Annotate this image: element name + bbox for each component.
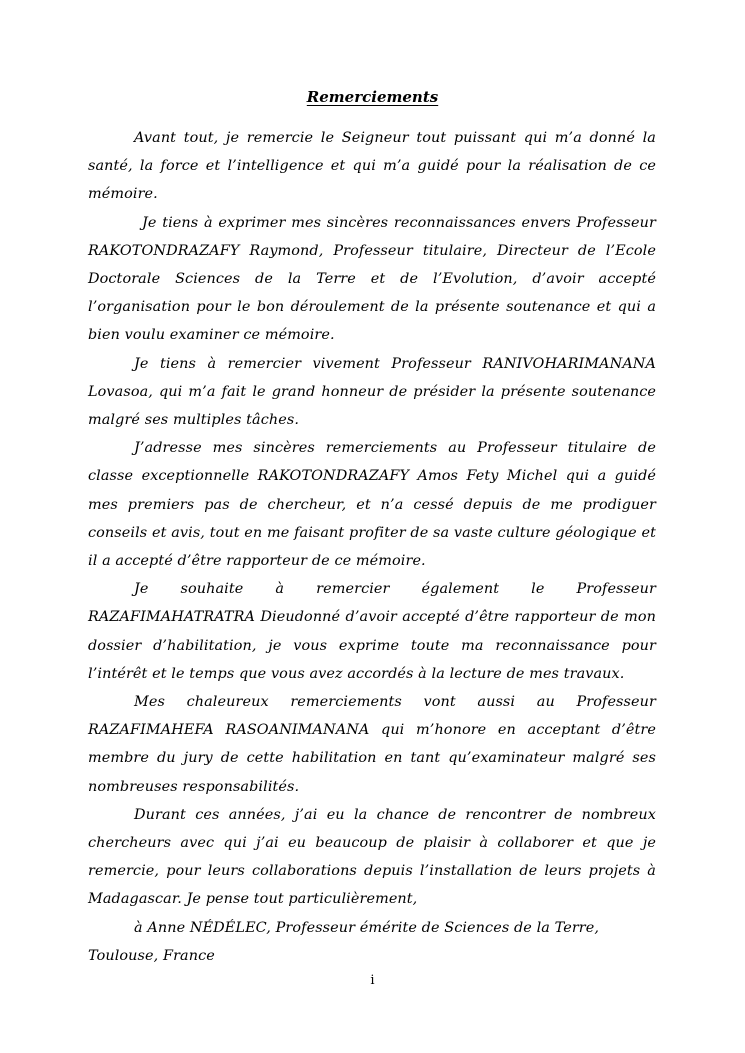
paragraph-thanks-researchers: Durant ces années, j’ai eu la chance de rencontrer de nombreux chercheurs avec qui j’ai eu beaucoup de plaisir à collaborer et que je remercie, pour leurs collaborations depuis l’installation de leurs projets à Madagascar. Je pense tout particulièrement, (88, 806, 656, 908)
paragraph-thanks-rakotondrazafy-amos: J’adresse mes sincères remerciements au Professeur titulaire de classe exceptionnelle RAKOTONDRAZAFY Amos Fety Michel qui a guidé mes premiers pas de chercheur, et n’a cessé depuis de me prodiguer conseils et avis, tout en me faisant profiter de sa vaste culture géologique et il a accepté d’être rapporteur de ce mémoire. (88, 440, 656, 570)
paragraph-location: Toulouse, France (88, 947, 215, 964)
paragraph-thanks-rakotondrazafy-raymond: Je tiens à exprimer mes sincères reconnaissances envers Professeur RAKOTONDRAZAFY Raymond, Professeur titulaire, Directeur de l’Ecole Doctorale Sciences de la Terre et de l’Evolution, d’avoir accepté l’organisation pour le bon déroulement de la présente soutenance et qui a bien voulu examiner ce mémoire. (88, 214, 656, 344)
body-text (88, 124, 656, 970)
paragraph-thanks-razafimahatratra: Je souhaite à remercier également le Professeur RAZAFIMAHATRATRA Dieudonné d’avoir accepté d’être rapporteur de mon dossier d’habilitation, je vous exprime toute ma reconnaissance pour l’intérêt et le temps que vous avez accordés à la lecture de mes travaux. (88, 581, 656, 682)
paragraph-thanks-razafimahefa: Mes chaleureux remerciements vont aussi au Professeur RAZAFIMAHEFA RASOANIMANANA qui m’honore en acceptant d’être membre du jury de cette habilitation en tant qu’examinateur malgré ses nombreuses responsabilités. (88, 694, 656, 795)
page-title: Remerciements (306, 88, 439, 106)
paragraph-thanks-ranivoharimanana: Je tiens à remercier vivement Professeur RANIVOHARIMANANA Lovasoa, qui m’a fait le grand honneur de présider la présente soutenance malgré ses multiples tâches. (88, 355, 656, 429)
paragraph-thanks-lord: Avant tout, je remercie le Seigneur tout puissant qui m’a donné la santé, la force et l’intelligence et qui m’a guidé pour la réalisation de ce mémoire. (88, 130, 656, 203)
paragraph-thanks-anne-nedelec: à Anne NÉDÉLEC, Professeur émérite de Sciences de la Terre, (134, 919, 600, 936)
page-number: i (370, 973, 375, 988)
